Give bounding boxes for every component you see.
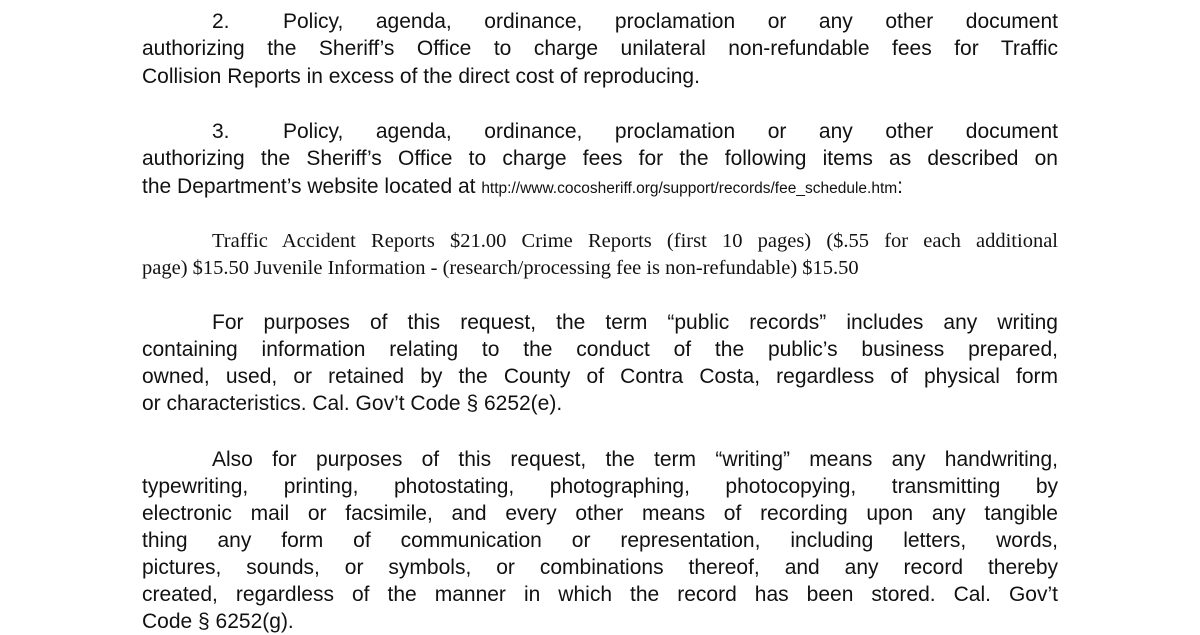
text-line: For purposes of this request, the term “public records” includes any writing [212,311,1058,334]
fee-schedule-link[interactable]: http://www.cocosheriff.org/support/records/fee_schedule.htm [481,180,898,197]
text-line: Collision Reports in excess of the direct cost of reproducing. [142,65,700,88]
text-line: created, regardless of the manner in which the record has been stored. Cal. Gov’t [142,583,1058,606]
text-line: Also for purposes of this request, the term “writing” means any handwriting, [212,448,1058,471]
text-line: pictures, sounds, or symbols, or combinations thereof, and any record thereby [142,556,1058,579]
text-fragment: : [897,175,903,198]
text-line: typewriting, printing, photostating, photographing, photocopying, transmitting by [142,475,1058,498]
text-line: Code § 6252(g). [142,610,294,633]
text-line: authorizing the Sheriff’s Office to charge unilateral non-refundable fees for Traffic [142,37,1058,60]
text-line: Traffic Accident Reports $21.00 Crime Reports (first 10 pages) ($.55 for each additional [212,230,1058,252]
text-line [142,173,1058,200]
text-line: electronic mail or facsimile, and every other means of recording upon any tangible [142,502,1058,525]
text-line: authorizing the Sheriff’s Office to charge fees for the following items as described on [142,147,1058,170]
text-line: containing information relating to the conduct of the public’s business prepared, [142,338,1058,361]
text-line: page) $15.50 Juvenile Information - (research/processing fee is non-refundable) $15.50 [142,257,859,279]
text-line: or characteristics. Cal. Gov’t Code § 6252(e). [142,392,563,415]
text-line: owned, used, or retained by the County of Contra Costa, regardless of physical form [142,365,1058,388]
text-line: Policy, agenda, ordinance, proclamation or any other document [283,10,1058,33]
text-line: thing any form of communication or representation, including letters, words, [142,529,1058,552]
item-number: 2. [212,10,230,33]
item-number: 3. [212,120,230,143]
text-line: Policy, agenda, ordinance, proclamation or any other document [283,120,1058,143]
text-fragment: the Department’s website located at [142,175,476,198]
